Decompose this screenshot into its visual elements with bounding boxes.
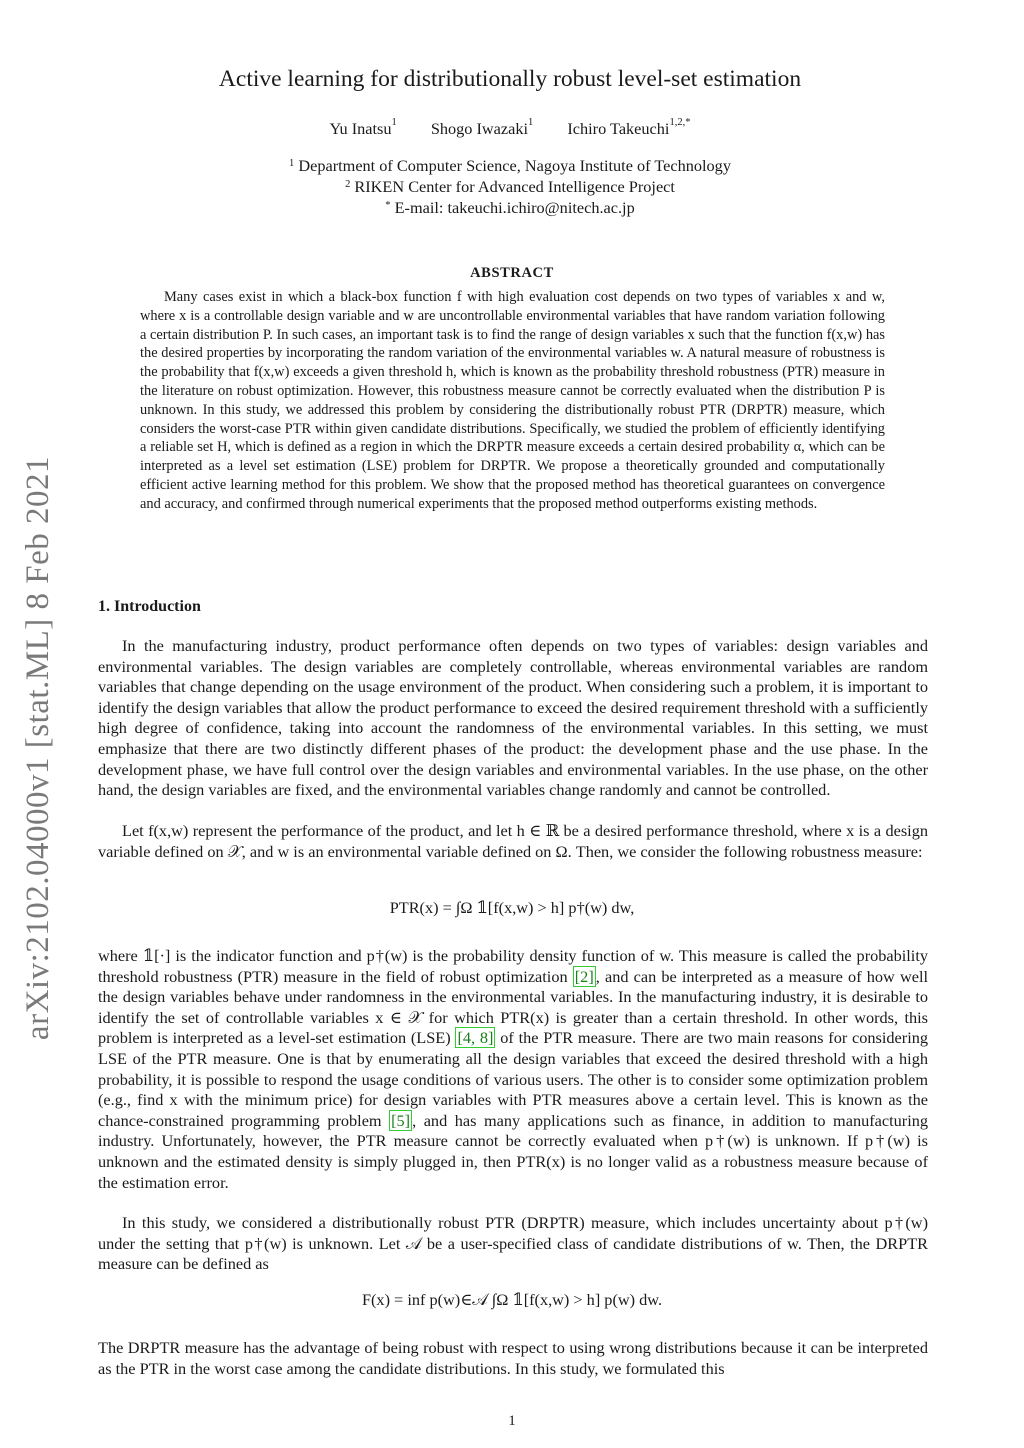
paragraph: where 𝟙[·] is the indicator function and p†(w) is the probability density function of w. This measure is called the probability threshold robustness (PTR) measure in the field of robust optimization [2] , and can be interpreted as a measure of how well the design variables behave under randomness in the environmental variables. In the manufacturing industry, it is desirable to identify the set of controllable variables x ∈ 𝒳 for which PTR(x) is greater than a certain threshold. In other words, this problem is interpreted as a level-set estimation (LSE) [4, 8] of the PTR measure. There are two main reasons for considering LSE of the PTR measure. One is that by enumerating all the design variables that exceed the desired threshold with a high probability, it is possible to respond the usage conditions of various users. The other is to consider some optimization problem (e.g., find x with the minimum price) for design variables with PTR measures above a certain level. This is known as the chance-constrained programming problem [5] , and has many applications such as finance, in addition to manufacturing industry. Unfortunately, however, the PTR measure cannot be correctly evaluated when p†(w) is unknown. If p†(w) is unknown and the estimated density is simply plugged in, then PTR(x) is no longer valid as a robustness measure because of the estimation error. [98,946,929,1192]
paragraph: In the manufacturing industry, product performance often depends on two types of variables: design variables and environmental variables. The design variables are completely controllable, whereas environmental variables are random variables that change depending on the usage environment of the product. When considering such a problem, it is important to identify the design variables that allow the product performance to exceed the desired requirement threshold with a sufficiently high degree of confidence, taking into account the randomness of the environmental variables. In this setting, we must emphasize that there are two distinctly different phases of the product: the development phase and the use phase. In the development phase, we have full control over the design variables and environmental variables. In the use phase, on the other hand, the design variables are fixed, and the environmental variables change randomly and cannot be controlled. [98,636,928,800]
page-number: 1 [508,1413,516,1429]
affiliation: $^2$ RIKEN Center for Advanced Intelligence Project [345,177,675,196]
abstract-text: Many cases exist in which a black-box function f with high evaluation cost depends on two types of variables x and w, where x is a controllable design variable and w are uncontrollable environmental variables that have random variation following a certain distribution P. In such cases, an important task is to find the range of design variables x such that the function f(x,w) has the desired properties by incorporating the random variation of the environmental variables w. A natural measure of robustness is the probability that f(x,w) exceeds a given threshold h, which is known as the probability threshold robustness (PTR) measure in the literature on robust optimization. However, this robustness measure cannot be correctly evaluated when the distribution P is unknown. In this study, we addressed this problem by considering the distributionally robust PTR (DRPTR) measure, which considers the worst-case PTR within given candidate distributions. Specifically, we studied the problem of efficiently identifying a reliable set H, which is defined as a region in which the DRPTR measure exceeds a certain desired probability α, which can be interpreted as a level set estimation (LSE) problem for DRPTR. We propose a theoretically grounded and computationally efficient active learning method for this problem. We show that the proposed method has theoretical guarantees on convergence and accuracy, and confirmed through numerical experiments that the proposed method outperforms existing methods. [140,289,885,512]
paper-title: Active learning for distributionally robust level-set estimation [218,66,802,92]
author: Yu Inatsu$^1$ [329,117,397,138]
equation-ptr: PTR(x) = ∫Ω 𝟙[f(x,w) > h] p†(w) dw, [389,898,635,917]
author-list [0,119,1020,139]
citation-link[interactable]: [4, 8] [457,1028,494,1048]
paragraph: Let f(x,w) represent the performance of the product, and let h ∈ ℝ be a desired performance threshold, where x is a design variable defined on 𝒳, and w is an environmental variable defined on Ω. Then, we consider the following robustness measure: [98,821,928,861]
author: Shogo Iwazaki$^1$ [430,117,534,138]
affiliation: $^1$ Department of Computer Science, Nagoya Institute of Technology [289,156,731,175]
section-heading: 1. Introduction [98,598,201,615]
arxiv-stamp: arXiv:2102.04000v1 [stat.ML] 8 Feb 2021 [20,455,56,1041]
equation-drptr: F(x) = inf p(w)∈𝒜 ∫Ω 𝟙[f(x,w) > h] p(w) dw. [361,1290,663,1309]
affiliations [0,155,1020,218]
citation-link[interactable]: [5] [391,1110,411,1130]
paragraph: In this study, we considered a distributionally robust PTR (DRPTR) measure, which includes uncertainty about p†(w) under the setting that p†(w) is unknown. Let 𝒜 be a user-specified class of candidate distributions of w. Then, the DRPTR measure can be defined as [98,1213,928,1274]
author: Ichiro Takeuchi$^{1,2,*}$ [567,117,691,138]
citation-link[interactable]: [2] [574,966,594,986]
abstract-heading: ABSTRACT [470,265,554,281]
paragraph: The DRPTR measure has the advantage of being robust with respect to using wrong distributions because it can be interpreted as the PTR in the worst case among the candidate distributions. In this study, we formulated this [98,1338,928,1378]
contact-email: * E-mail: takeuchi.ichiro@nitech.ac.jp [385,198,635,217]
